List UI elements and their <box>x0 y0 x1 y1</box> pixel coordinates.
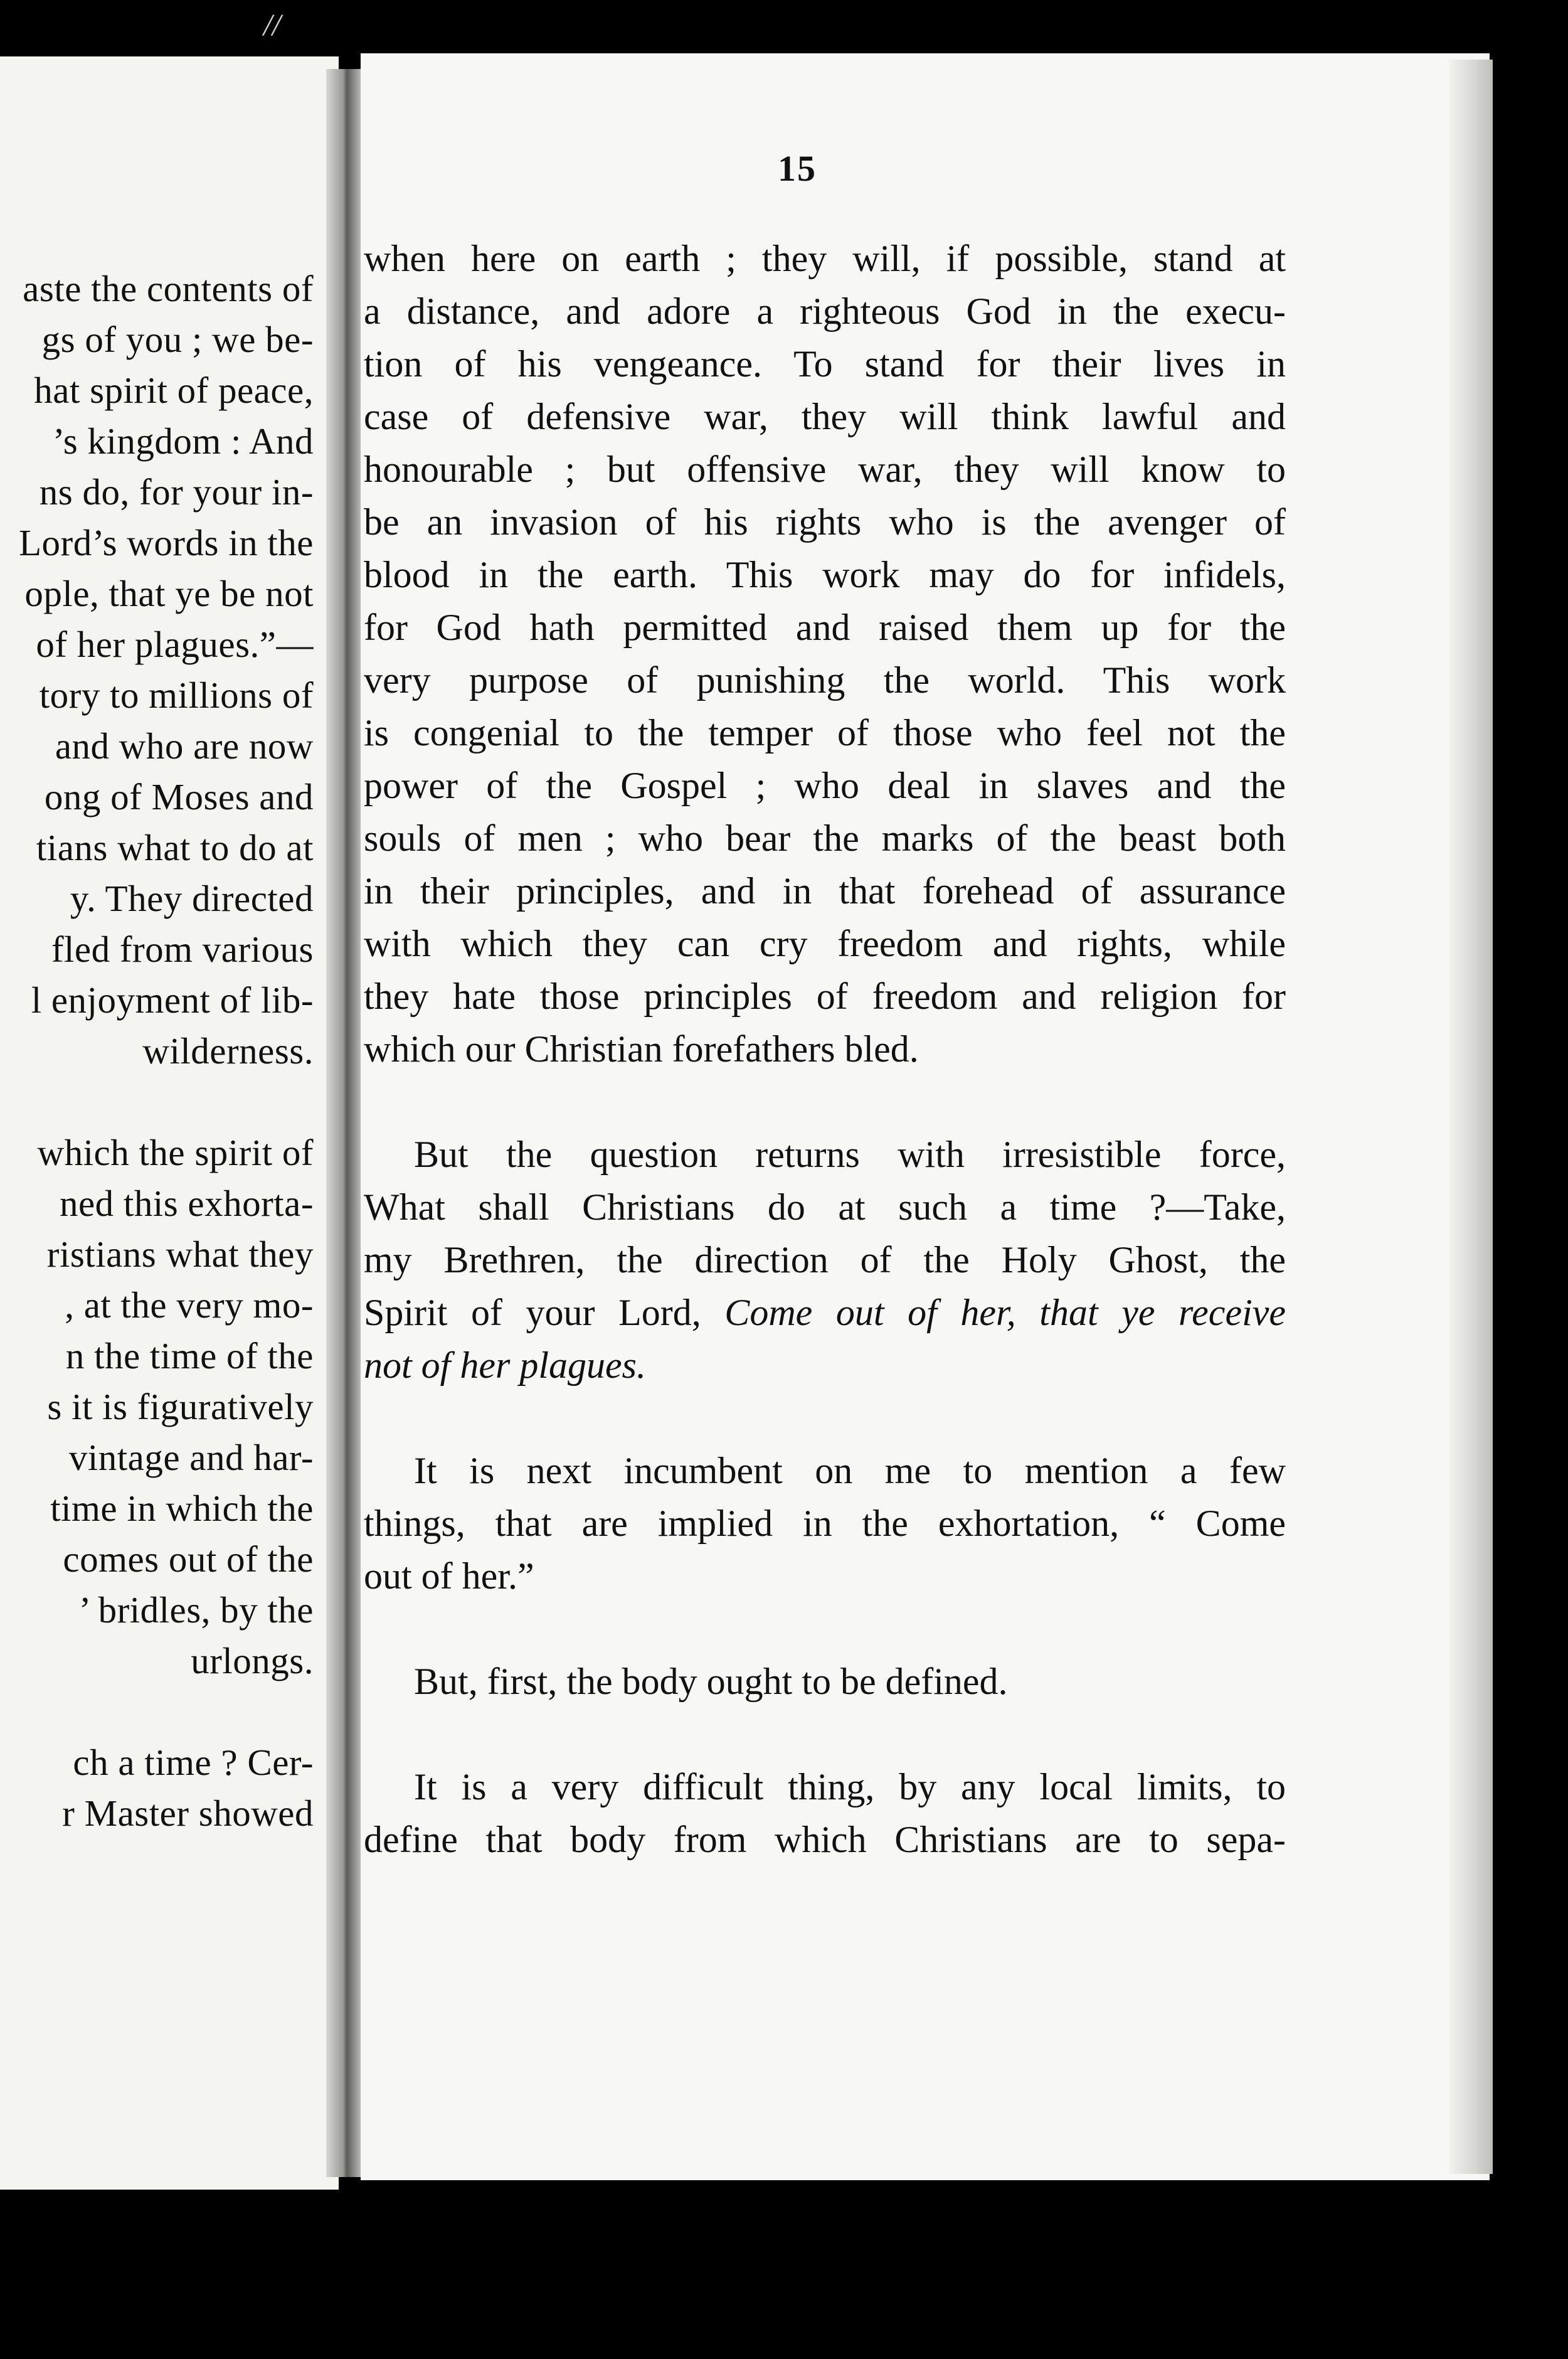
line-gap <box>0 1077 314 1127</box>
margin-mark: // <box>263 7 281 42</box>
text-line: ’s kingdom : And <box>52 420 314 462</box>
text-line: souls of men ; who bear the marks of the beast both <box>364 817 1286 859</box>
text-line: very purpose of punishing the world. This work <box>364 659 1286 701</box>
text-line: , at the very mo- <box>65 1284 314 1326</box>
text-line: aste the contents of <box>23 268 314 309</box>
paragraph-3 <box>364 1444 1286 1602</box>
page-edge <box>1449 60 1493 2174</box>
text-line: with which they can cry freedom and rights, while <box>364 923 1286 964</box>
text-line: things, that are implied in the exhortation, “ Come <box>364 1503 1286 1544</box>
text-line: fled from various <box>51 929 314 970</box>
paragraph-5 <box>364 1760 1286 1866</box>
text-line: y. They directed <box>70 878 314 919</box>
text-line: my Brethren, the direction of the Holy Ghost, the <box>364 1239 1286 1281</box>
text-line: in their principles, and in that forehead of assurance <box>364 870 1286 912</box>
text-line: ong of Moses and <box>44 776 314 817</box>
text-line: hat spirit of peace, <box>34 370 314 411</box>
text-line: s it is figuratively <box>47 1386 314 1427</box>
text-line: a distance, and adore a righteous God in the execu- <box>364 290 1286 332</box>
text-line: out of her.” <box>364 1555 534 1597</box>
text-line: It is a very difficult thing, by any local limits, to <box>414 1766 1286 1808</box>
text-line: comes out of the <box>63 1538 314 1580</box>
text-line: they hate those principles of freedom and religion for <box>364 976 1286 1017</box>
paragraph-4 <box>364 1655 1286 1708</box>
left-page <box>0 56 339 2190</box>
text-line: ’ bridles, by the <box>78 1589 314 1631</box>
text-line: for God hath permitted and raised them up for the <box>364 607 1286 648</box>
text-line: power of the Gospel ; who deal in slaves and the <box>364 765 1286 806</box>
text-line: n the time of the <box>65 1335 314 1377</box>
text-line: tians what to do at <box>36 827 314 868</box>
text-line <box>364 1286 1286 1339</box>
text-line: of her plagues.”— <box>36 624 314 665</box>
text-line: But, first, the body ought to be defined. <box>414 1661 1008 1702</box>
text-line: when here on earth ; they will, if possible, stand at <box>364 238 1286 279</box>
right-page-text <box>364 232 1286 1866</box>
text-line: which the spirit of <box>37 1132 314 1173</box>
line-gap <box>0 1686 314 1737</box>
text-line: tion of his vengeance. To stand for their lives in <box>364 343 1286 385</box>
text-line: time in which the <box>50 1488 314 1529</box>
book-gutter <box>326 69 364 2177</box>
left-page-text <box>0 264 314 1839</box>
text-line: ch a time ? Cer- <box>73 1742 314 1783</box>
text-line: wilderness. <box>142 1030 314 1072</box>
text-line: It is next incumbent on me to mention a few <box>414 1450 1286 1491</box>
text-line: ople, that ye be not <box>24 573 314 614</box>
text-line: is congenial to the temper of those who feel not the <box>364 712 1286 753</box>
text-line: r Master showed <box>62 1792 314 1834</box>
text-line: l enjoyment of lib- <box>31 979 314 1021</box>
text-line: and who are now <box>55 725 314 767</box>
paragraph-2 <box>364 1128 1286 1392</box>
text-line: ns do, for your in- <box>39 471 314 513</box>
text-line: define that body from which Christians are to sepa- <box>364 1819 1286 1860</box>
text-line: urlongs. <box>191 1640 314 1681</box>
text-line: which our Christian forefathers bled. <box>364 1028 919 1070</box>
text-plain: Spirit of your Lord, <box>364 1292 725 1333</box>
text-line: case of defensive war, they will think lawful and <box>364 396 1286 437</box>
text-line: vintage and har- <box>68 1437 314 1478</box>
text-line: But the question returns with irresistible force, <box>414 1134 1286 1175</box>
text-line: What shall Christians do at such a time ?—Take, <box>364 1186 1286 1228</box>
text-line: ned this exhorta- <box>60 1183 314 1224</box>
text-italic: Come out of her, that ye receive <box>724 1292 1286 1333</box>
text-line: gs of you ; we be- <box>41 319 314 360</box>
text-line: Lord’s words in the <box>19 522 314 563</box>
page-number: 15 <box>778 148 817 189</box>
text-italic-line: not of her plagues. <box>364 1345 646 1386</box>
text-line: ristians what they <box>46 1233 314 1275</box>
text-line: tory to millions of <box>39 674 314 716</box>
text-line: blood in the earth. This work may do for infidels, <box>364 554 1286 595</box>
text-line: be an invasion of his rights who is the avenger of <box>364 501 1286 543</box>
text-line: honourable ; but offensive war, they will know to <box>364 449 1286 490</box>
paragraph-1 <box>364 232 1286 1075</box>
